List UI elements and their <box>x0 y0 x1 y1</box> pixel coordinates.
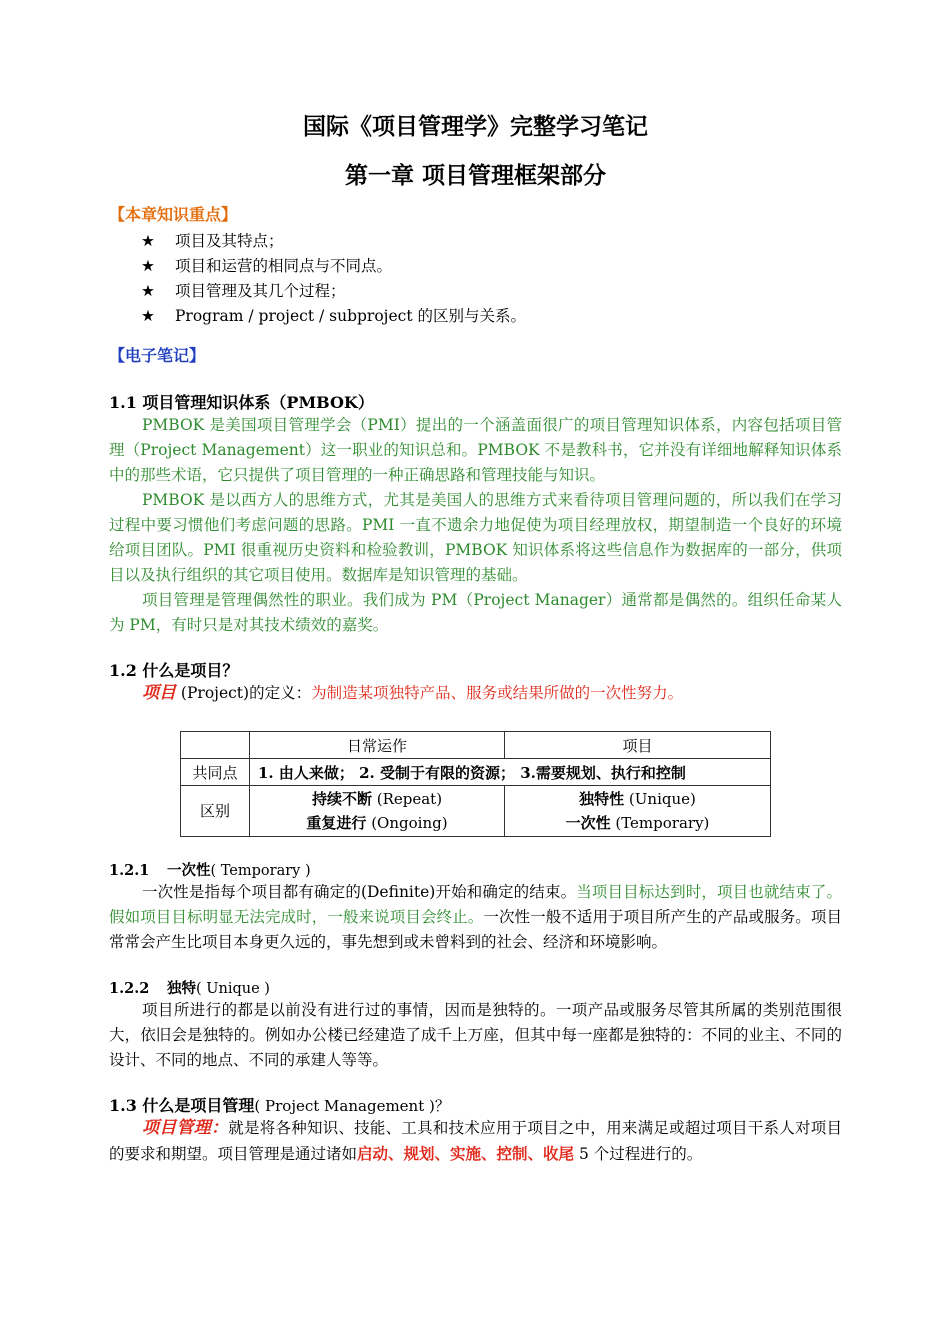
star-icon: ★ <box>141 232 155 250</box>
paragraph: PMBOK 是以西方人的思维方式，尤其是美国人的思维方式来看待项目管理问题的，所以我们在学习过程中要习惯他们考虑问题的思路。PMI 一直不遗余力地促使为项目经理放权，期望制造一个良好的环境给项目团队。PMI 很重视历史资料和检验教训，PMBOK 知识体系将这些信息作为数据库的一部分，供项目以及执行组织的其它项目使用。数据库是知识管理的基础。 <box>109 491 842 584</box>
document-title: 国际《项目管理学》完整学习笔记 <box>303 113 648 140</box>
table-row <box>181 732 771 759</box>
column-header: 项目 <box>505 732 771 759</box>
column-header: 日常运作 <box>250 732 505 759</box>
paragraph: 项目所进行的都是以前没有进行过的事情，因而是独特的。一项产品或服务尽管其所属的类别范围很大，依旧会是独特的。例如办公楼已经建造了成千上万座，但其中每一座都是独特的：不同的业主、不同的设计、不同的地点、不同的承建人等等。 <box>109 1001 842 1069</box>
paragraph: 项目管理是管理偶然性的职业。我们成为 PM（Project Manager）通常都是偶然的。组织任命某人为 PM，有时只是对其技术绩效的嘉奖。 <box>109 591 842 634</box>
list-item: ★ 项目和运营的相同点与不同点。 <box>141 254 842 279</box>
definition-term: 项目 <box>142 683 176 703</box>
list-item: ★ 项目及其特点； <box>141 229 842 254</box>
star-icon: ★ <box>141 257 155 275</box>
list-item: ★ Program / project / subproject 的区别与关系。 <box>141 304 842 329</box>
section-1-2-1-heading: 1.2.1 一次性( Temporary ) <box>109 862 311 879</box>
table-row <box>181 786 771 837</box>
row-header: 共同点 <box>181 759 250 786</box>
list-item: ★ 项目管理及其几个过程； <box>141 279 842 304</box>
table-cell: 独特性 (Unique) 一次性 (Temporary) <box>505 786 771 837</box>
definition-term: 项目管理： <box>142 1118 229 1138</box>
section-1-1-heading: 1.1 项目管理知识体系（PMBOK） <box>109 393 374 412</box>
notes-label: 【电子笔记】 <box>109 346 206 365</box>
project-definition: 项目 (Project)的定义：为制造某项独特产品、服务或结果所做的一次性努力。 <box>142 683 684 703</box>
paragraph: PMBOK 是美国项目管理学会（PMI）提出的一个涵盖面很广的项目管理知识体系，内容包括项目管理（Project Management）这一职业的知识总和。PMBOK 不是教科书，它并没有详细地解释知识体系中的那些术语，它只提供了项目管理的一种正确思路和管理技能与知识。 <box>109 416 842 484</box>
section-1-2-2-heading: 1.2.2 独特( Unique ) <box>109 980 270 997</box>
paragraph: 项目管理：就是将各种知识、技能、工具和技术应用于项目之中，用来满足或超过项目干系人对项目的要求和期望。项目管理是通过诸如启动、规划、实施、控制、收尾 5 个过程进行的。 <box>109 1118 843 1163</box>
section-1-2-heading: 1.2 什么是项目？ <box>109 661 239 680</box>
table-cell: 持续不断 (Repeat) 重复进行 (Ongoing) <box>250 786 505 837</box>
row-header: 区别 <box>181 786 250 837</box>
section-1-3-heading: 1.3 什么是项目管理( Project Management )？ <box>109 1096 450 1115</box>
key-points-list <box>109 229 842 329</box>
document-page <box>109 100 842 1167</box>
paragraph: 一次性是指每个项目都有确定的(Definite)开始和确定的结束。当项目目标达到时，项目也就结束了。假如项目目标明显无法完成时，一般来说项目会终止。一次性一般不适用于项目所产生的产品或服务。项目常常会产生比项目本身更久远的，事先想到或未曾料到的社会、经济和环境影响。 <box>109 883 842 951</box>
table-cell: 1. 由人来做； 2. 受制于有限的资源； 3.需要规划、执行和控制 <box>250 759 771 786</box>
table-row <box>181 759 771 786</box>
table-cell <box>181 732 250 759</box>
chapter-title: 第一章 项目管理框架部分 <box>344 162 606 189</box>
key-points-label: 【本章知识重点】 <box>109 205 238 224</box>
definition-text: 为制造某项独特产品、服务或结果所做的一次性努力。 <box>311 684 684 702</box>
comparison-table <box>180 731 771 837</box>
star-icon: ★ <box>141 307 155 325</box>
star-icon: ★ <box>141 282 155 300</box>
